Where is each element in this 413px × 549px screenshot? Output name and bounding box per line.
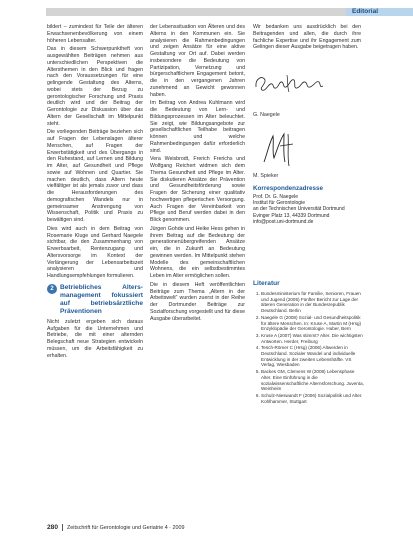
column-3-intro bbox=[253, 24, 361, 53]
reference-item: 6. Schulz-Nieswandt F (2006) Sozialpolitik und Alter. Kohlhammer, Stuttgart bbox=[261, 393, 365, 404]
signature-caption: G. Naegele bbox=[253, 112, 280, 118]
address-line: Institut für Gerontologie bbox=[253, 200, 305, 207]
heading-number-badge: 2 bbox=[47, 284, 57, 294]
reference-item: 5. Backes GM, Clemens W (2008) Lebensphase Alter. Eine Einführung in die sozialwissenschaftliche Alternsforschung. Juventa, Weinheim bbox=[261, 369, 365, 392]
literature-section bbox=[253, 280, 365, 405]
section-label: Editorial bbox=[346, 8, 413, 16]
paragraph: bildert – zumindest für Teile der älteren Erwachsenenbevölkerung von einem höheren Lebensalter. bbox=[47, 24, 143, 44]
paragraph: der Lebenssituation von Älteren und des Alterns in den Kommunen ein. Sie analysieren die Rahmenbedingungen und zeigen Ansätze für eine aktive Gestaltung vor Ort auf. Dabei werden insbesondere die Bedeutung von Partizipation, Vernetzung und bürgerschaftlichem Engagement betont, die in den vergangenen Jahren zunehmend an Gewicht gewonnen haben. bbox=[150, 24, 245, 98]
paragraph: Jürgen Gohde und Heike Hess gehen in ihrem Beitrag auf die Bedeutung der generationenübergreifenden Ansätze ein, die in Zukunft an Bedeutung gewinnen werden. Im Mittelpunkt stehen Modelle des gemeinschaftlichen Wohnens, die ein selbstbestimmtes Leben im Alter ermöglichen sollen. bbox=[150, 225, 245, 279]
signature-caption: M. Spieker bbox=[253, 173, 279, 179]
reference-item: 2. Naegele G (2008) Sozial- und Gesundheitspolitik für ältere Menschen. In: Kruse A, Martin M (Hrsg) Enzyklopädie der Gerontologie. Huber, Bern bbox=[261, 315, 365, 332]
paragraph: Die in diesem Heft veröffentlichten Beiträge zum Thema „Altern in der Arbeitswelt“ wurden zuerst in der Reihe der Dortmunder Beiträge zur Sozialforschung vorgestellt und für diese Ausgabe überarbeitet. bbox=[150, 281, 245, 322]
email-link[interactable]: info@post.uni-dortmund.de bbox=[253, 218, 314, 225]
correspondence-heading: Korrespondenzadresse bbox=[253, 185, 323, 192]
column-1 bbox=[47, 24, 143, 361]
paragraph: Nicht zuletzt ergeben sich daraus Aufgaben für die Unternehmen und Betriebe, die mit einer alternden Belegschaft neue Strategien entwickeln müssen, um die Arbeitsfähigkeit zu erhalten. bbox=[47, 318, 143, 359]
correspondence-block bbox=[253, 185, 365, 225]
literature-heading: Literatur bbox=[253, 280, 280, 287]
page-footer bbox=[47, 524, 184, 531]
footer-divider bbox=[62, 524, 63, 531]
paragraph: Vera Weisbrodt, Frerich Frerichs und Wolfgang Reichert widmen sich dem Thema Gesundheit und Pflege im Alter. Sie diskutieren Ansätze der Prävention und Gesundheitsförderung sowie Fragen der Sicherung einer qualitativ hochwertigen pflegerischen Versorgung. Auch Fragen der Vereinbarkeit von Pflege und Beruf werden dabei in den Blick genommen. bbox=[150, 156, 245, 223]
literature-list bbox=[253, 291, 365, 404]
page-number: 280 bbox=[47, 524, 59, 531]
header-bar bbox=[0, 8, 413, 16]
reference-item: 3. Kruse A (2007) Was stimmt? Alter. Die wichtigsten Antworten. Herder, Freiburg bbox=[261, 333, 365, 344]
address-line: Prof. Dr. G. Naegele bbox=[253, 194, 299, 200]
column-2 bbox=[150, 24, 245, 324]
paragraph: Das in diesem Schwerpunktheft von ausgewählten Beiträgen nehmen aus unterschiedlichen Perspektiven die Altersthemen in den Blick und fragen nach den Voraussetzungen für eine gelingende Gestaltung des Alterns, wobei stets der Bezug zu gerontologischer Forschung und Praxis deutlich wird und der Beitrag der Gerontologie zur Diskussion über das Altern der Gesellschaft im Mittelpunkt steht. bbox=[47, 46, 143, 127]
section-heading bbox=[47, 284, 143, 316]
paragraph: Die vorliegenden Beiträge beziehen sich auf Fragen der Lebenslagen älterer Menschen, auf Fragen der Erwerbstätigkeit und des Übergangs in den Ruhestand, auf Lernen und Bildung im Alter, auf Gesundheit und Pflege sowie auf Wohnen und Quartier. Sie machen deutlich, dass Altern heute vielfältiger ist als jemals zuvor und dass die Herausforderungen des demografischen Wandels nur in gemeinsamer Anstrengung von Wissenschaft, Politik und Praxis zu bewältigen sind. bbox=[47, 129, 143, 223]
paragraph: Dies wird auch in dem Beitrag von Rosemarie Kluge und Gerhard Naegele sichtbar, die den Zusammenhang von Erwerbsarbeit, Rentenzugang und Altersvorsorge im Kontext der Verlängerung der Lebensarbeitszeit analysieren und Handlungsempfehlungen formulieren. bbox=[47, 225, 143, 279]
signature-spieker bbox=[258, 126, 298, 170]
heading-text: Betriebliches Alters-management fokussiert auf betriebsärztliche Präventionen bbox=[60, 283, 143, 315]
signature-naegele bbox=[253, 72, 327, 94]
header-rule bbox=[46, 8, 346, 16]
reference-item: 1. Bundesministerium für Familie, Senioren, Frauen und Jugend (2005) Fünfter Bericht zur Lage der älteren Generation in der Bundesrepublik Deutschland. Berlin bbox=[261, 291, 365, 314]
paragraph: Im Beitrag von Andrea Kuhlmann wird die Bedeutung von Lern- und Bildungsprozessen im Alter beleuchtet. Sie zeigt, wie Bildungsangebote zur gesellschaftlichen Teilhabe beitragen können und welche Rahmenbedingungen dafür erforderlich sind. bbox=[150, 100, 245, 154]
reference-item: 4. Tesch-Römer C (Hrsg) (2006) Altwerden in Deutschland. Sozialer Wandel und individuelle Entwicklung in der zweiten Lebenshälfte. VS Verlag, Wiesbaden bbox=[261, 345, 365, 368]
address-line: Evinger Platz 13, 44339 Dortmund bbox=[253, 212, 330, 219]
paragraph: Wir bedanken uns ausdrücklich bei den Beitragenden und allen, die durch ihre fachliche Expertise und ihr Engagement zum Gelingen dieser Ausgabe beigetragen haben. bbox=[253, 24, 361, 51]
address-line: an der Technischen Universität Dortmund bbox=[253, 206, 345, 213]
journal-name: Zeitschrift für Gerontologie und Geriatrie 4 · 2009 bbox=[67, 524, 185, 531]
